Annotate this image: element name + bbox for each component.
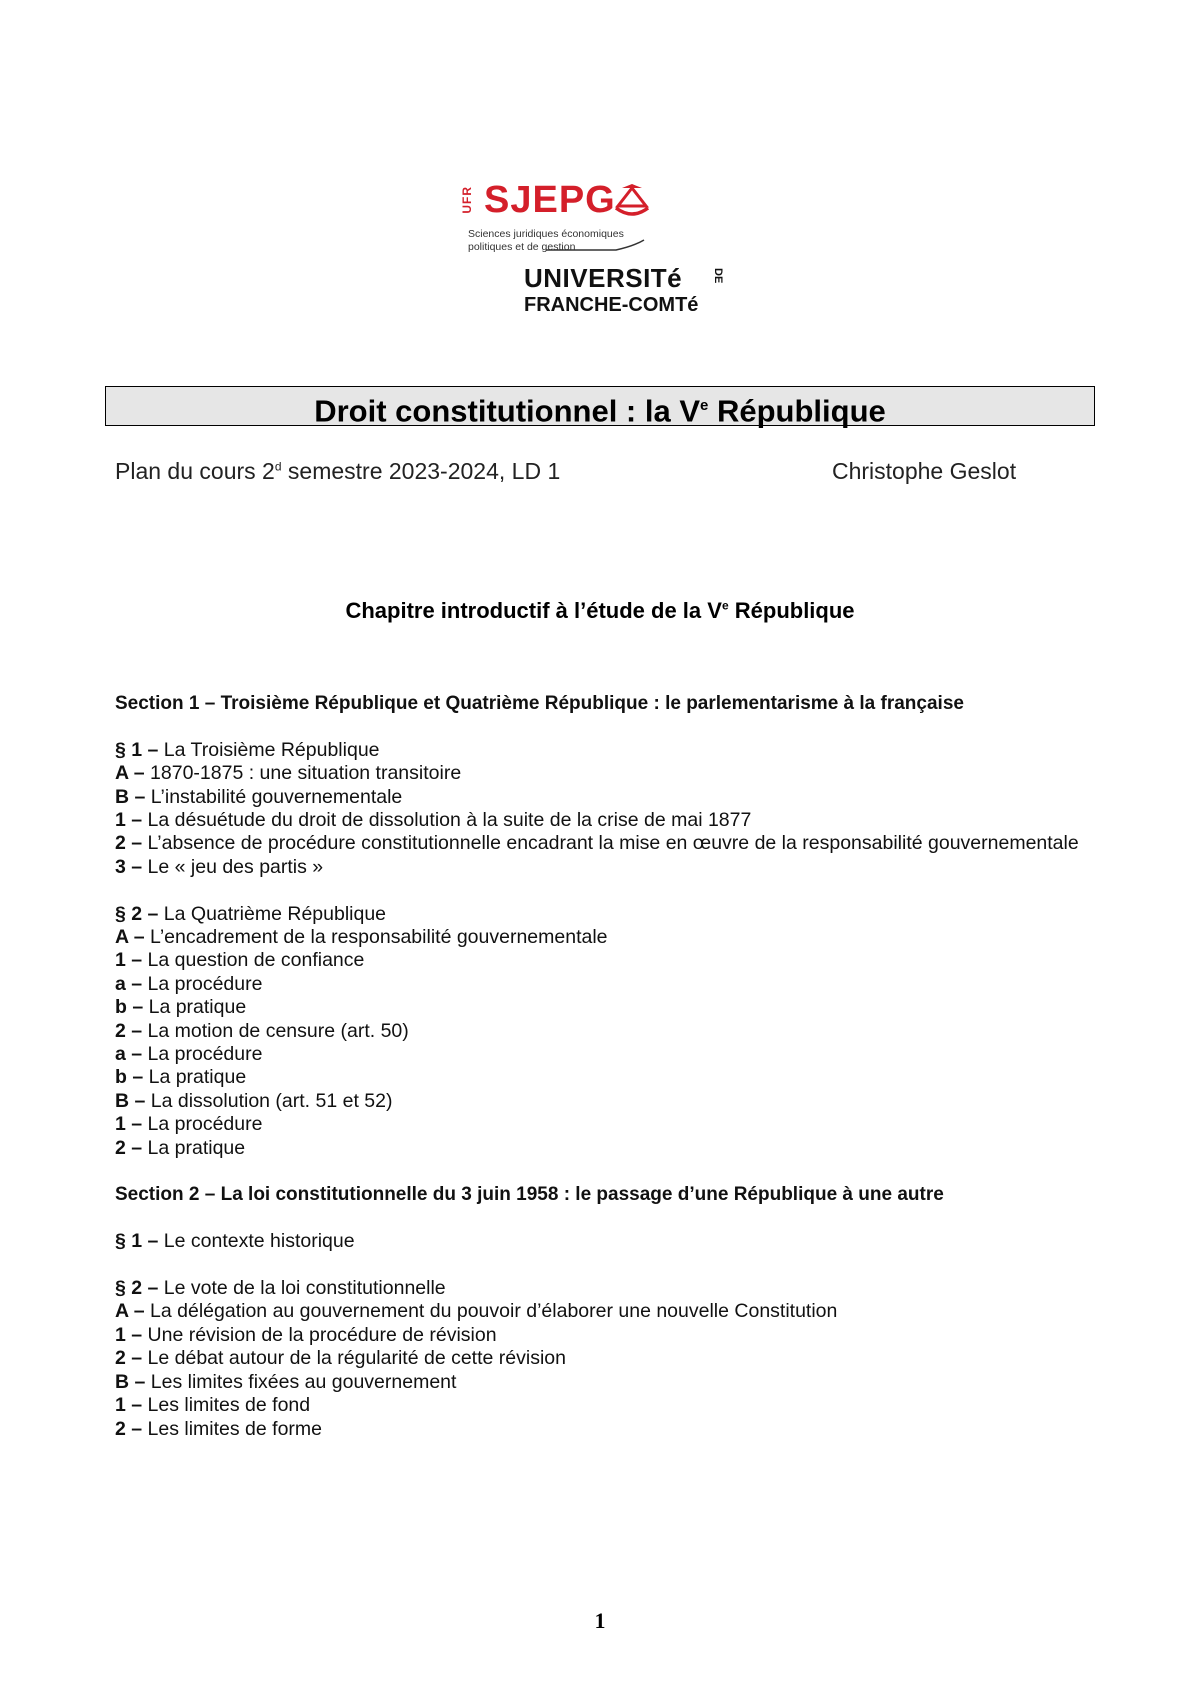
- outline-item: [115, 1020, 1090, 1043]
- outline-item: [115, 1394, 1090, 1417]
- outline-item-label: a –: [115, 1043, 148, 1066]
- chapter-title-end: République: [728, 598, 855, 623]
- outline-item: [115, 903, 1090, 926]
- outline-item: [115, 1347, 1090, 1370]
- spacer: [115, 1254, 1090, 1277]
- outline-item-text: La dissolution (art. 51 et 52): [150, 1089, 393, 1112]
- outline-item-text: La question de confiance: [147, 949, 365, 972]
- outline-item: [115, 996, 1090, 1019]
- outline-item-label: a –: [115, 972, 148, 995]
- outline-item: [115, 809, 1090, 832]
- course-outline: [115, 692, 1090, 1441]
- outline-item-text: La procédure: [147, 1113, 263, 1136]
- outline-item-text: L’encadrement de la responsabilité gouvernementale: [150, 926, 608, 949]
- spacer: [115, 1160, 1090, 1183]
- outline-item-label: B –: [115, 1089, 151, 1112]
- outline-item-text: Les limites de forme: [147, 1417, 323, 1440]
- outline-item-text: Les limites de fond: [147, 1394, 311, 1417]
- logo-franche-comte-text: FRANCHE-COMTé: [524, 294, 699, 316]
- outline-item: [115, 1277, 1090, 1300]
- course-plan-prefix: Plan du cours 2: [115, 458, 275, 484]
- outline-item: [115, 832, 1090, 855]
- outline-item: [115, 1066, 1090, 1089]
- outline-item: [115, 1371, 1090, 1394]
- chapter-title-sup: e: [721, 598, 729, 613]
- outline-item-text: 1870-1875 : une situation transitoire: [150, 762, 462, 785]
- chapter-title: [0, 598, 1200, 624]
- spacer: [115, 1207, 1090, 1230]
- ufr-sjepg-logo: [460, 178, 760, 318]
- outline-item-text: La pratique: [148, 996, 247, 1019]
- outline-item: [115, 1137, 1090, 1160]
- outline-item: [115, 739, 1090, 762]
- outline-item-text: La Quatrième République: [163, 902, 387, 925]
- spacer: [115, 879, 1090, 902]
- outline-item-text: La procédure: [147, 972, 263, 995]
- outline-item-label: A –: [115, 1300, 151, 1323]
- outline-item-text: Le vote de la loi constitutionnelle: [163, 1277, 446, 1300]
- outline-item: [115, 1300, 1090, 1323]
- course-plan-line: [115, 458, 560, 485]
- outline-item-label: B –: [115, 1370, 151, 1393]
- document-title: [105, 386, 1095, 429]
- page-number: 1: [594, 1608, 606, 1633]
- scales-of-justice-icon: [612, 182, 652, 222]
- outline-item-label: b –: [115, 1066, 149, 1089]
- logo-subtitle-line-1: Sciences juridiques économiques: [468, 228, 624, 240]
- logo-ufr-text: UFR: [460, 186, 474, 214]
- logo-subtitle-line-2: politiques et de gestion: [468, 241, 576, 253]
- outline-item-label: 2 –: [115, 1019, 148, 1042]
- outline-item-text: La désuétude du droit de dissolution à la suite de la crise de mai 1877: [147, 809, 752, 832]
- outline-item-text: L’absence de procédure constitutionnelle encadrant la mise en œuvre de la responsabilité gouvernementale: [147, 832, 1079, 855]
- outline-item-text: La pratique: [148, 1066, 247, 1089]
- outline-item: [115, 762, 1090, 785]
- outline-item-text: La pratique: [147, 1136, 246, 1159]
- outline-item-label: b –: [115, 996, 149, 1019]
- outline-item-label: 2 –: [115, 832, 148, 855]
- outline-item-label: § 1 –: [115, 1230, 164, 1253]
- outline-item-text: La procédure: [147, 1043, 263, 1066]
- logo-de-text: DE: [712, 268, 724, 284]
- course-plan-sup: d: [274, 459, 282, 474]
- outline-item-text: La motion de censure (art. 50): [147, 1019, 409, 1042]
- outline-item-label: 1 –: [115, 949, 148, 972]
- outline-item-text: Le débat autour de la régularité de cette révision: [147, 1347, 566, 1370]
- outline-item: [115, 973, 1090, 996]
- section-heading: Section 1 – Troisième République et Quatrième République : le parlementarisme à la française: [115, 693, 964, 714]
- outline-item-label: 1 –: [115, 1113, 148, 1136]
- course-plan-suffix: semestre 2023-2024, LD 1: [281, 458, 561, 484]
- outline-item: [115, 1113, 1090, 1136]
- document-title-text: Droit constitutionnel : la V: [314, 393, 701, 429]
- outline-item-label: 2 –: [115, 1136, 148, 1159]
- outline-item-label: 2 –: [115, 1347, 148, 1370]
- section-heading: Section 2 – La loi constitutionnelle du 3 juin 1958 : le passage d’une République à une autre: [115, 1184, 944, 1206]
- outline-item-label: § 2 –: [115, 902, 164, 925]
- logo-underline-stroke: [546, 238, 646, 254]
- logo-universite-text: UNIVERSITé: [524, 263, 683, 293]
- outline-item: [115, 856, 1090, 879]
- outline-item: [115, 1090, 1090, 1113]
- chapter-title-start: Chapitre introductif à l’étude de la V: [345, 598, 722, 623]
- outline-item-label: § 1 –: [115, 738, 164, 761]
- outline-item-label: 2 –: [115, 1417, 148, 1440]
- outline-item: [115, 1230, 1090, 1253]
- document-title-end: République: [708, 393, 886, 429]
- outline-item-label: 1 –: [115, 1394, 148, 1417]
- outline-item: [115, 926, 1090, 949]
- outline-item: [115, 1324, 1090, 1347]
- outline-item-text: La Troisième République: [163, 738, 380, 761]
- outline-item: [115, 1043, 1090, 1066]
- outline-item-label: A –: [115, 762, 151, 785]
- spacer: [115, 715, 1090, 738]
- outline-item-text: La délégation au gouvernement du pouvoir d’élaborer une nouvelle Constitution: [150, 1300, 838, 1323]
- outline-item: [115, 786, 1090, 809]
- outline-item-label: B –: [115, 785, 151, 808]
- outline-item-label: 3 –: [115, 855, 148, 878]
- document-title-sup: e: [700, 397, 709, 414]
- outline-item: [115, 1418, 1090, 1441]
- outline-item-text: L’instabilité gouvernementale: [150, 785, 403, 808]
- outline-item-text: Le « jeu des partis »: [147, 855, 324, 878]
- outline-item-text: Le contexte historique: [163, 1230, 355, 1253]
- outline-item-text: Une révision de la procédure de révision: [147, 1323, 497, 1346]
- outline-item-label: 1 –: [115, 809, 148, 832]
- author-name: Christophe Geslot: [832, 458, 1017, 484]
- logo-sjepg-text: SJEPG: [484, 179, 616, 221]
- outline-item-text: Les limites fixées au gouvernement: [150, 1370, 457, 1393]
- outline-item-label: 1 –: [115, 1323, 148, 1346]
- outline-item-label: A –: [115, 926, 151, 949]
- outline-item: [115, 949, 1090, 972]
- outline-item-label: § 2 –: [115, 1277, 164, 1300]
